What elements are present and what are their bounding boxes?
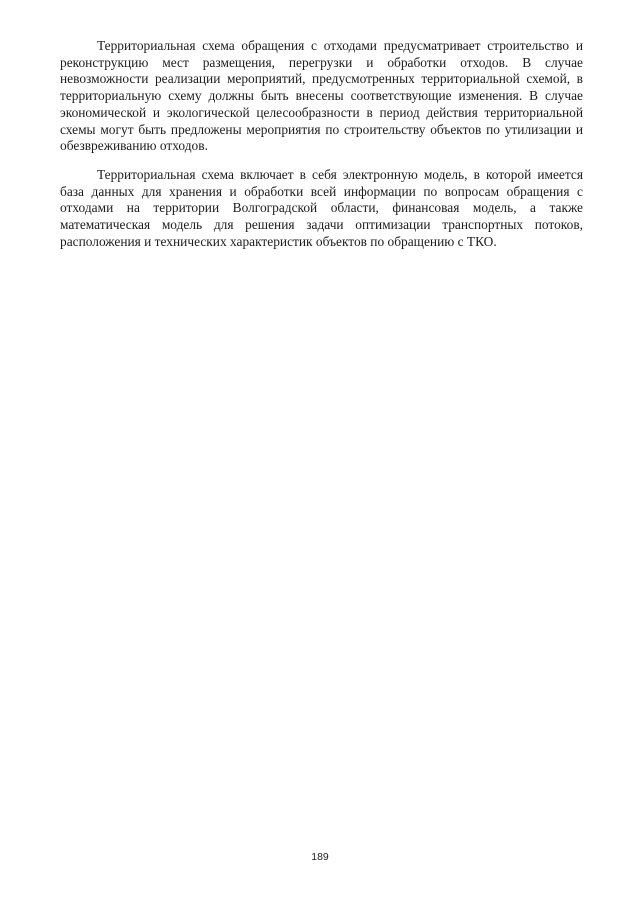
paragraph-electronic-model: Территориальная схема включает в себя электронную модель, в которой имеется база данных для хранения и обработки всей информации по вопросам обращения с отходами на территории Волгоградской области, финансовая модель, а также математическая модель для решения задачи оптимизации транспортных потоков, расположения и технических характеристик объектов по обращению с ТКО. <box>60 166 583 249</box>
document-body <box>60 38 583 262</box>
paragraph-waste-scheme-construction: Территориальная схема обращения с отходами предусматривает строительство и реконструкцию мест размещения, перегрузки и обработки отходов. В случае невозможности реализации мероприятий, предусмотренных территориальной схемой, в территориальную схему должны быть внесены соответствующие изменения. В случае экономической и экологической целесообразности в период действия территориальной схемы могут быть предложены мероприятия по строительству объектов по утилизации и обезвреживанию отходов. <box>60 38 583 154</box>
page-number: 189 <box>311 851 329 863</box>
